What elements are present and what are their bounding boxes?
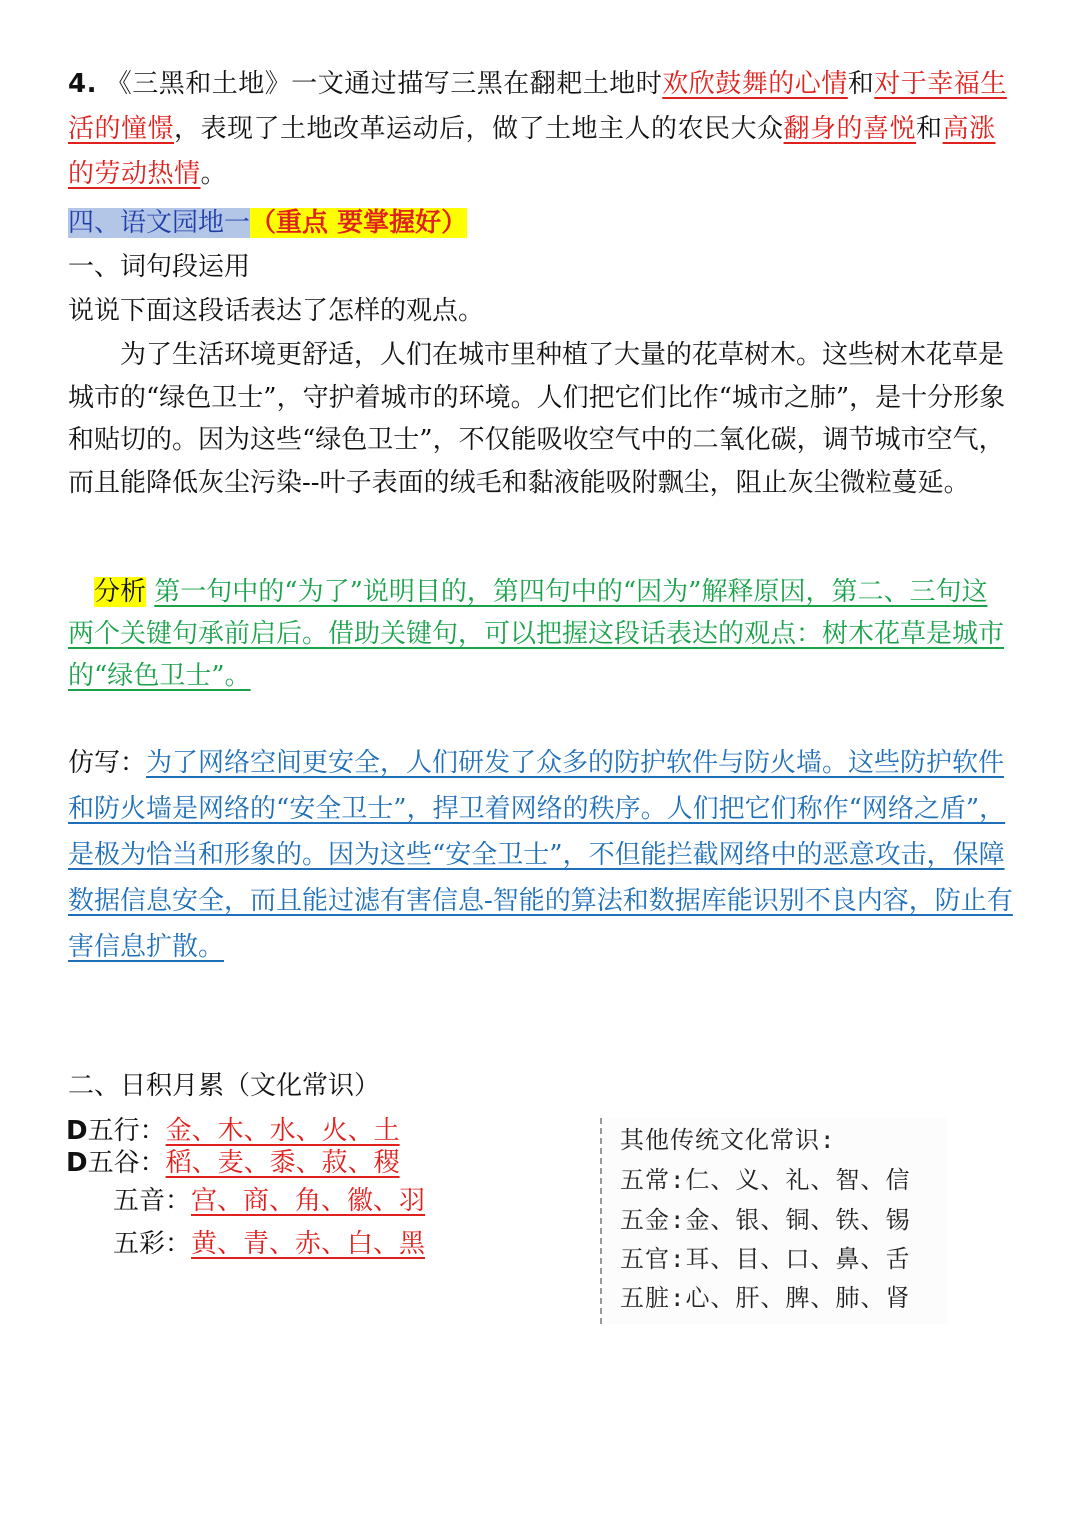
analysis-text: 第一句中的“为了”说明目的，第四句中的“因为”解释原因，第二、三句这两个关键句承前启后。借助关键句，可以把握这段话表达的观点：树木花草是城市的“绿色卫士”。	[68, 577, 1005, 691]
item-4-text-3: ，表现了土地改革运动后，做了土地主人的农民大众	[174, 114, 784, 144]
item-value: 黄、青、赤、白、黑	[191, 1229, 426, 1259]
culture-box-line: 五常:仁、义、礼、智、信	[620, 1166, 911, 1194]
part-2-heading: 二、日积月累（文化常识）	[68, 1071, 381, 1101]
highlight-key-phrase-3: 翻身的喜悦	[783, 114, 917, 144]
item-4-text-1: 《三黑和土地》一文通过描写三黑在翻耙土地时	[105, 69, 663, 99]
culture-item-wuxing	[66, 1113, 400, 1149]
item-number: 4.	[68, 69, 97, 99]
item-label: 五行：	[87, 1116, 166, 1146]
culture-box-line: 五官:耳、目、口、鼻、舌	[620, 1245, 911, 1273]
culture-item-wucai	[113, 1226, 425, 1262]
culture-box-title: 其他传统文化常识:	[620, 1126, 836, 1154]
section-4-heading	[68, 203, 467, 243]
culture-item-wuyin	[113, 1183, 425, 1219]
imitation-label: 仿写：	[68, 748, 147, 778]
item-mark: D	[66, 1148, 88, 1178]
highlight-key-phrase-1: 欢欣鼓舞的心情	[662, 69, 848, 99]
culture-box-line: 五脏:心、肝、脾、肺、肾	[620, 1284, 911, 1312]
other-culture-knowledge-box	[600, 1118, 947, 1324]
item-value: 稻、麦、黍、菽、稷	[165, 1148, 400, 1178]
imitation-paragraph	[68, 740, 1013, 970]
culture-box-line: 五金:金、银、铜、铁、锡	[620, 1206, 911, 1234]
analysis-label: 分析	[94, 577, 147, 607]
item-4-paragraph	[68, 62, 1013, 197]
culture-item-wugu	[66, 1145, 400, 1181]
item-value: 宫、商、角、徽、羽	[191, 1186, 426, 1216]
analysis-paragraph	[68, 571, 1013, 697]
reading-passage: 为了生活环境更舒适，人们在城市里种植了大量的花草树木。这些树木花草是城市的“绿色卫士”，守护着城市的环境。人们把它们比作“城市之肺”，是十分形象和贴切的。因为这些“绿色卫士”，不仅能吸收空气中的二氧化碳，调节城市空气，而且能降低灰尘污染--叶子表面的绒毛和黏液能吸附飘尘，阻止灰尘微粒蔓延。	[68, 340, 1006, 498]
item-4-text-2: 和	[847, 69, 875, 99]
item-label: 五彩：	[113, 1229, 192, 1259]
item-4-text-4: 和	[916, 114, 943, 144]
item-mark: D	[66, 1116, 88, 1146]
item-label: 五谷：	[87, 1148, 166, 1178]
imitation-text: 为了网络空间更安全，人们研发了众多的防护软件与防火墙。这些防护软件和防火墙是网络的“安全卫士”，捍卫着网络的秩序。人们把它们称作“网络之盾”，是极为恰当和形象的。因为这些“安全卫士”，不但能拦截网络中的恶意攻击，保障数据信息安全，而且能过滤有害信息-智能的算法和数据库能识别不良内容，防止有害信息扩散。	[68, 748, 1013, 962]
item-value: 金、木、水、火、土	[165, 1116, 400, 1146]
part-1-question: 说说下面这段话表达了怎样的观点。	[68, 296, 485, 326]
section-4-title: 四、语文园地一	[68, 208, 251, 238]
item-label: 五音：	[113, 1186, 192, 1216]
section-4-note: （重点 要掌握好）	[250, 208, 468, 238]
highlight-key-phrase-4: 高涨的劳动热情	[68, 114, 996, 189]
highlight-key-phrase-2: 对于幸福生活的憧憬	[68, 69, 1007, 144]
item-4-text-5: 。	[200, 159, 228, 189]
part-1-heading: 一、词句段运用	[68, 252, 251, 282]
